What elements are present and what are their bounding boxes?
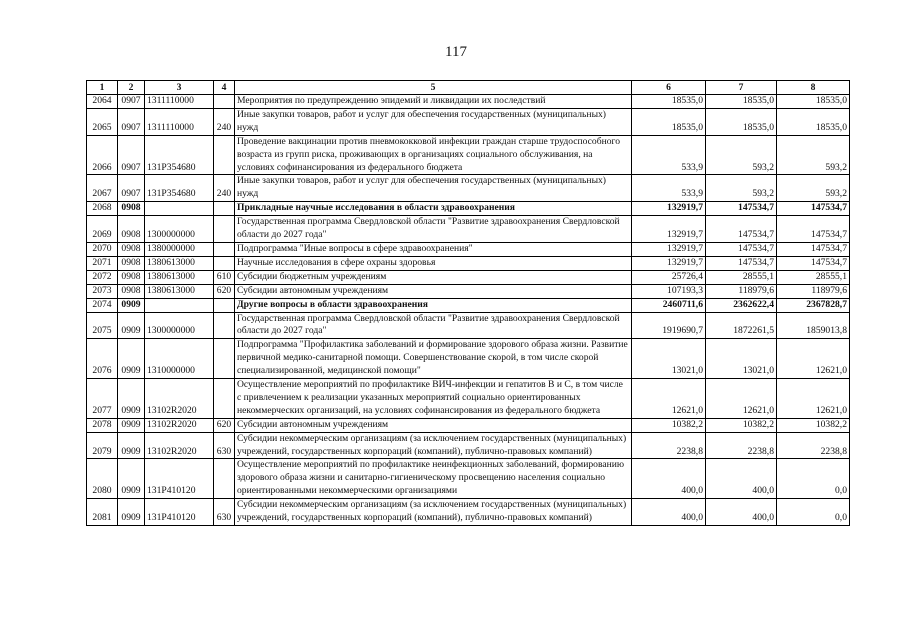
target-code-cell: 13102R2020 (145, 379, 214, 419)
amount-cell: 1859013,8 (777, 312, 850, 339)
column-header: 8 (777, 81, 850, 95)
table-row (87, 499, 850, 526)
amount-cell: 2362622,4 (706, 298, 777, 312)
row-number-cell: 2073 (87, 284, 118, 298)
amount-cell: 147534,7 (777, 216, 850, 243)
target-code-cell (145, 298, 214, 312)
amount-cell: 147534,7 (777, 242, 850, 256)
item-name-cell: Субсидии автономным учреждениям (235, 418, 632, 432)
section-code-cell: 0907 (118, 95, 145, 109)
target-code-cell: 1300000000 (145, 312, 214, 339)
row-number-cell: 2079 (87, 432, 118, 459)
column-header: 3 (145, 81, 214, 95)
section-code-cell: 0908 (118, 284, 145, 298)
row-number-cell: 2066 (87, 135, 118, 175)
table-row (87, 95, 850, 109)
row-number-cell: 2065 (87, 108, 118, 135)
item-name-cell: Подпрограмма "Иные вопросы в сфере здравоохранения" (235, 242, 632, 256)
expense-type-cell: 240 (214, 108, 235, 135)
amount-cell: 400,0 (706, 459, 777, 499)
row-number-cell: 2076 (87, 339, 118, 379)
target-code-cell: 1300000000 (145, 216, 214, 243)
amount-cell: 118979,6 (706, 284, 777, 298)
amount-cell: 2238,8 (706, 432, 777, 459)
row-number-cell: 2064 (87, 95, 118, 109)
amount-cell: 593,2 (777, 135, 850, 175)
expense-type-cell (214, 256, 235, 270)
row-number-cell: 2071 (87, 256, 118, 270)
target-code-cell: 1380000000 (145, 242, 214, 256)
column-header: 6 (632, 81, 706, 95)
amount-cell: 400,0 (632, 499, 706, 526)
amount-cell: 147534,7 (706, 256, 777, 270)
amount-cell: 0,0 (777, 459, 850, 499)
target-code-cell: 131P410120 (145, 499, 214, 526)
amount-cell: 593,2 (706, 135, 777, 175)
amount-cell: 118979,6 (777, 284, 850, 298)
amount-cell: 18535,0 (777, 95, 850, 109)
section-code-cell: 0908 (118, 256, 145, 270)
table-row (87, 284, 850, 298)
row-number-cell: 2067 (87, 175, 118, 202)
budget-table (86, 80, 850, 526)
amount-cell: 12621,0 (706, 379, 777, 419)
section-code-cell: 0907 (118, 135, 145, 175)
amount-cell: 400,0 (706, 499, 777, 526)
item-name-cell: Иные закупки товаров, работ и услуг для обеспечения государственных (муниципальных) нужд (235, 108, 632, 135)
row-number-cell: 2070 (87, 242, 118, 256)
amount-cell: 1919690,7 (632, 312, 706, 339)
amount-cell: 13021,0 (706, 339, 777, 379)
table-row (87, 256, 850, 270)
amount-cell: 2238,8 (632, 432, 706, 459)
row-number-cell: 2081 (87, 499, 118, 526)
target-code-cell: 131P354680 (145, 175, 214, 202)
target-code-cell: 1380613000 (145, 284, 214, 298)
target-code-cell (145, 202, 214, 216)
item-name-cell: Субсидии бюджетным учреждениям (235, 270, 632, 284)
table-row (87, 379, 850, 419)
amount-cell: 25726,4 (632, 270, 706, 284)
target-code-cell: 131P354680 (145, 135, 214, 175)
amount-cell: 132919,7 (632, 202, 706, 216)
amount-cell: 593,2 (777, 175, 850, 202)
amount-cell: 28555,1 (706, 270, 777, 284)
section-code-cell: 0908 (118, 202, 145, 216)
row-number-cell: 2077 (87, 379, 118, 419)
amount-cell: 18535,0 (632, 108, 706, 135)
table-row (87, 202, 850, 216)
section-code-cell: 0909 (118, 379, 145, 419)
amount-cell: 10382,2 (632, 418, 706, 432)
section-code-cell: 0908 (118, 216, 145, 243)
item-name-cell: Прикладные научные исследования в области здравоохранения (235, 202, 632, 216)
amount-cell: 12621,0 (777, 339, 850, 379)
row-number-cell: 2069 (87, 216, 118, 243)
section-code-cell: 0909 (118, 298, 145, 312)
section-code-cell: 0909 (118, 418, 145, 432)
item-name-cell: Субсидии некоммерческим организациям (за исключением государственных (муниципальных) учреждений, государственных корпораций (компаний), публично-правовых компаний) (235, 499, 632, 526)
section-code-cell: 0909 (118, 339, 145, 379)
expense-type-cell (214, 339, 235, 379)
amount-cell: 147534,7 (777, 202, 850, 216)
amount-cell: 18535,0 (777, 108, 850, 135)
row-number-cell: 2078 (87, 418, 118, 432)
column-header: 4 (214, 81, 235, 95)
table-row (87, 418, 850, 432)
item-name-cell: Субсидии некоммерческим организациям (за исключением государственных (муниципальных) учреждений, государственных корпораций (компаний), публично-правовых компаний) (235, 432, 632, 459)
amount-cell: 1872261,5 (706, 312, 777, 339)
section-code-cell: 0907 (118, 108, 145, 135)
target-code-cell: 1380613000 (145, 256, 214, 270)
column-header: 5 (235, 81, 632, 95)
amount-cell: 10382,2 (706, 418, 777, 432)
page-number: 117 (445, 44, 467, 60)
expense-type-cell: 630 (214, 499, 235, 526)
item-name-cell: Мероприятия по предупреждению эпидемий и ликвидации их последствий (235, 95, 632, 109)
target-code-cell: 131P410120 (145, 459, 214, 499)
row-number-cell: 2072 (87, 270, 118, 284)
amount-cell: 132919,7 (632, 256, 706, 270)
amount-cell: 147534,7 (706, 202, 777, 216)
amount-cell: 0,0 (777, 499, 850, 526)
table-row (87, 339, 850, 379)
item-name-cell: Государственная программа Свердловской области "Развитие здравоохранения Свердловской области до 2027 года" (235, 216, 632, 243)
amount-cell: 18535,0 (706, 95, 777, 109)
table-row (87, 312, 850, 339)
expense-type-cell: 240 (214, 175, 235, 202)
target-code-cell: 1310000000 (145, 339, 214, 379)
section-code-cell: 0909 (118, 432, 145, 459)
amount-cell: 400,0 (632, 459, 706, 499)
section-code-cell: 0908 (118, 242, 145, 256)
amount-cell: 12621,0 (632, 379, 706, 419)
target-code-cell: 13102R2020 (145, 432, 214, 459)
target-code-cell: 1311110000 (145, 108, 214, 135)
table-row (87, 175, 850, 202)
expense-type-cell: 620 (214, 418, 235, 432)
table-header-row (87, 81, 850, 95)
amount-cell: 2367828,7 (777, 298, 850, 312)
amount-cell: 18535,0 (706, 108, 777, 135)
section-code-cell: 0908 (118, 270, 145, 284)
item-name-cell: Осуществление мероприятий по профилактике ВИЧ-инфекции и гепатитов В и С, в том числе с привлечением к реализации указанных мероприятий социально ориентированных некоммерческих организаций, на условиях софинансирования из федерального бюджета (235, 379, 632, 419)
table-row (87, 135, 850, 175)
column-header: 1 (87, 81, 118, 95)
amount-cell: 147534,7 (706, 242, 777, 256)
amount-cell: 533,9 (632, 135, 706, 175)
target-code-cell: 1380613000 (145, 270, 214, 284)
expense-type-cell (214, 379, 235, 419)
section-code-cell: 0909 (118, 459, 145, 499)
amount-cell: 147534,7 (777, 256, 850, 270)
expense-type-cell (214, 202, 235, 216)
amount-cell: 28555,1 (777, 270, 850, 284)
table-row (87, 108, 850, 135)
expense-type-cell (214, 216, 235, 243)
amount-cell: 107193,3 (632, 284, 706, 298)
target-code-cell: 13102R2020 (145, 418, 214, 432)
expense-type-cell (214, 312, 235, 339)
section-code-cell: 0909 (118, 499, 145, 526)
amount-cell: 132919,7 (632, 216, 706, 243)
row-number-cell: 2074 (87, 298, 118, 312)
amount-cell: 132919,7 (632, 242, 706, 256)
expense-type-cell: 620 (214, 284, 235, 298)
section-code-cell: 0907 (118, 175, 145, 202)
amount-cell: 10382,2 (777, 418, 850, 432)
item-name-cell: Другие вопросы в области здравоохранения (235, 298, 632, 312)
expense-type-cell (214, 459, 235, 499)
row-number-cell: 2068 (87, 202, 118, 216)
table-row (87, 270, 850, 284)
expense-type-cell: 630 (214, 432, 235, 459)
item-name-cell: Государственная программа Свердловской области "Развитие здравоохранения Свердловской области до 2027 года" (235, 312, 632, 339)
table-row (87, 242, 850, 256)
amount-cell: 13021,0 (632, 339, 706, 379)
table-row (87, 432, 850, 459)
item-name-cell: Осуществление мероприятий по профилактике неинфекционных заболеваний, формированию здорового образа жизни и санитарно-гигиеническому просвещению населения социально ориентированными некоммерческими организациями (235, 459, 632, 499)
item-name-cell: Научные исследования в сфере охраны здоровья (235, 256, 632, 270)
target-code-cell: 1311110000 (145, 95, 214, 109)
item-name-cell: Иные закупки товаров, работ и услуг для обеспечения государственных (муниципальных) нужд (235, 175, 632, 202)
amount-cell: 593,2 (706, 175, 777, 202)
expense-type-cell: 610 (214, 270, 235, 284)
amount-cell: 533,9 (632, 175, 706, 202)
section-code-cell: 0909 (118, 312, 145, 339)
table-row (87, 459, 850, 499)
table-row (87, 216, 850, 243)
row-number-cell: 2080 (87, 459, 118, 499)
item-name-cell: Проведение вакцинации против пневмококковой инфекции граждан старше трудоспособного возраста из групп риска, проживающих в организациях социального обслуживания, на условиях софинансирования из федерального бюджета (235, 135, 632, 175)
expense-type-cell (214, 242, 235, 256)
row-number-cell: 2075 (87, 312, 118, 339)
column-header: 7 (706, 81, 777, 95)
amount-cell: 12621,0 (777, 379, 850, 419)
expense-type-cell (214, 298, 235, 312)
amount-cell: 2238,8 (777, 432, 850, 459)
amount-cell: 147534,7 (706, 216, 777, 243)
table-row (87, 298, 850, 312)
column-header: 2 (118, 81, 145, 95)
expense-type-cell (214, 95, 235, 109)
amount-cell: 18535,0 (632, 95, 706, 109)
amount-cell: 2460711,6 (632, 298, 706, 312)
expense-type-cell (214, 135, 235, 175)
item-name-cell: Подпрограмма "Профилактика заболеваний и формирование здорового образа жизни. Развитие первичной медико-санитарной помощи. Совершенствование скорой, в том числе скорой специализированной, медицинской помощи" (235, 339, 632, 379)
item-name-cell: Субсидии автономным учреждениям (235, 284, 632, 298)
